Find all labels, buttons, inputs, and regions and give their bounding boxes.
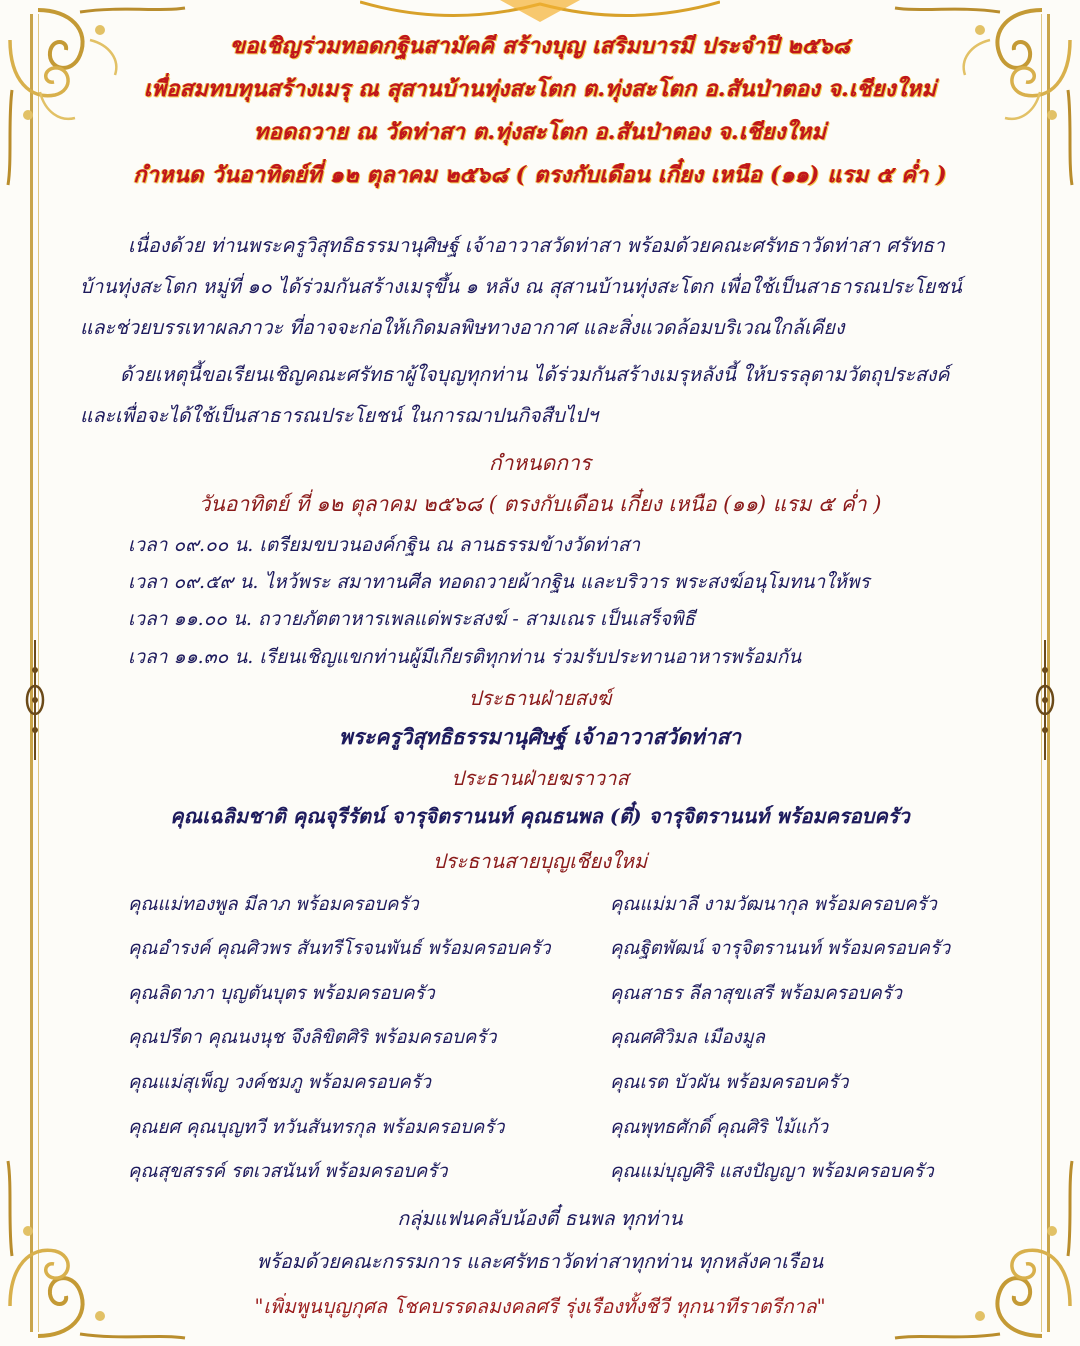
donor-name-right: คุณสาธร ลีลาสุขเสรี พร้อมครอบครัว bbox=[610, 983, 903, 1004]
monk-chair-title: ประธานฝ่ายสงฆ์ bbox=[468, 686, 612, 710]
intro-p1-line-1: เนื่องด้วย ท่านพระครูวิสุทธิธรรมานุศิษฐ์ เจ้าอาวาสวัดท่าสา พร้อมด้วยคณะศรัทธาวัดท่าสา ศรัทธา bbox=[128, 234, 945, 257]
donor-name-right: คุณแม่มาลี งามวัฒนากุล พร้อมครอบครัว bbox=[610, 894, 937, 915]
lay-chair-name: คุณเฉลิมชาติ คุณจุรีรัตน์ จารุจิตรานนท์ คุณธนพล (ตี๋) จารุจิตรานนท์ พร้อมครอบครัว bbox=[170, 804, 910, 828]
header-line-2: เพื่อสมทบทุนสร้างเมรุ ณ สุสานบ้านทุ่งสะโตก ต.ทุ่งสะโตก อ.สันป่าตอง จ.เชียงใหม่ bbox=[143, 76, 937, 102]
intro-p1-line-3: และช่วยบรรเทาผลภาวะ ที่อาจจะก่อให้เกิดมลพิษทางอากาศ และสิ่งแวดล้อมบริเวณใกล้เคียง bbox=[80, 316, 845, 339]
donor-name-left: คุณลิดาภา บุญตันบุตร พร้อมครอบครัว bbox=[128, 983, 435, 1004]
cm-chair-title: ประธานสายบุญเชียงใหม่ bbox=[432, 849, 648, 873]
schedule-title: กำหนดการ bbox=[488, 451, 592, 475]
donor-name-left: คุณแม่ทองพูล มีลาภ พร้อมครอบครัว bbox=[128, 894, 419, 915]
closing-line-2: พร้อมด้วยคณะกรรมการ และศรัทธาวัดท่าสาทุกท่าน ทุกหลังคาเรือน bbox=[256, 1250, 824, 1273]
schedule-date: วันอาทิตย์ ที่ ๑๒ ตุลาคม ๒๕๖๘ ( ตรงกับเดือน เกี๋ยง เหนือ (๑๑) แรม ๕ ค่ำ ) bbox=[198, 492, 882, 516]
schedule-item: เวลา ๑๑.๐๐ น. ถวายภัตตาหารเพลแด่พระสงฆ์ - สามเณร เป็นเสร็จพิธี bbox=[128, 608, 696, 630]
donor-name-right: คุณฐิตพัฒน์ จารุจิตรานนท์ พร้อมครอบครัว bbox=[610, 938, 951, 959]
donor-name-right: คุณแม่บุญศิริ แสงปัญญา พร้อมครอบครัว bbox=[610, 1161, 934, 1182]
donor-name-left: คุณแม่สุเพ็ญ วงค์ชมภู พร้อมครอบครัว bbox=[128, 1072, 432, 1093]
blessing-line: "เพิ่มพูนบุญกุศล โชคบรรดลมงคลศรี รุ่งเรืองทั้งชีวี ทุกนาทีราตรีกาล" bbox=[254, 1295, 826, 1318]
donor-name-left: คุณสุขสรรค์ รตเวสนันท์ พร้อมครอบครัว bbox=[128, 1161, 448, 1182]
donor-name-right: คุณเรต บัวผัน พร้อมครอบครัว bbox=[610, 1072, 849, 1093]
schedule-item: เวลา ๐๙.๕๙ น. ไหว้พระ สมาทานศีล ทอดถวายผ้ากฐิน และบริวาร พระสงฆ์อนุโมทนาให้พร bbox=[128, 571, 870, 593]
donor-name-left: คุณปรีดา คุณนงนุช จึงลิขิตศิริ พร้อมครอบครัว bbox=[128, 1027, 497, 1048]
lay-chair-title: ประธานฝ่ายฆราวาส bbox=[451, 766, 629, 790]
donor-name-right: คุณศศิวิมล เมืองมูล bbox=[610, 1027, 766, 1048]
closing-line-1: กลุ่มแฟนคลับน้องตี๋ ธนพล ทุกท่าน bbox=[397, 1207, 683, 1230]
header-line-4: กำหนด วันอาทิตย์ที่ ๑๒ ตุลาคม ๒๕๖๘ ( ตรงกับเดือน เกี๋ยง เหนือ (๑๑) แรม ๕ ค่ำ ) bbox=[133, 162, 947, 188]
intro-p1-line-2: บ้านทุ่งสะโตก หมู่ที่ ๑๐ ได้ร่วมกันสร้างเมรุขึ้น ๑ หลัง ณ สุสานบ้านทุ่งสะโตก เพื่อใช้เป็นสาธารณประโยชน์ bbox=[80, 275, 962, 298]
donor-name-left: คุณอำรงค์ คุณศิวพร สันทรีโรจนพันธ์ พร้อมครอบครัว bbox=[128, 938, 551, 959]
header-line-3: ทอดถวาย ณ วัดท่าสา ต.ทุ่งสะโตก อ.สันป่าตอง จ.เชียงใหม่ bbox=[253, 119, 827, 145]
schedule-item: เวลา ๑๑.๓๐ น. เรียนเชิญแขกท่านผู้มีเกียรติทุกท่าน ร่วมรับประทานอาหารพร้อมกัน bbox=[128, 646, 802, 668]
header-line-1: ขอเชิญร่วมทอดกฐินสามัคคี สร้างบุญ เสริมบารมี ประจำปี ๒๕๖๘ bbox=[229, 33, 851, 59]
donor-name-right: คุณพุทธศักดิ์ คุณศิริ ไม้แก้ว bbox=[610, 1117, 829, 1138]
schedule-item: เวลา ๐๙.๐๐ น. เตรียมขบวนองค์กฐิน ณ ลานธรรมข้างวัดท่าสา bbox=[128, 534, 641, 556]
intro-p2-line-2: และเพื่อจะได้ใช้เป็นสาธารณประโยชน์ ในการฌาปนกิจสืบไปฯ bbox=[80, 404, 599, 427]
intro-p2-line-1: ด้วยเหตุนี้ขอเรียนเชิญคณะศรัทธาผู้ใจบุญทุกท่าน ได้ร่วมกันสร้างเมรุหลังนี้ ให้บรรลุตามวัตถุประสงค์ bbox=[120, 363, 950, 386]
donor-name-left: คุณยศ คุณบุญทวี ทวันสันทรกุล พร้อมครอบครัว bbox=[128, 1117, 505, 1138]
monk-chair-name: พระครูวิสุทธิธรรมานุศิษฐ์ เจ้าอาวาสวัดท่าสา bbox=[338, 724, 742, 749]
